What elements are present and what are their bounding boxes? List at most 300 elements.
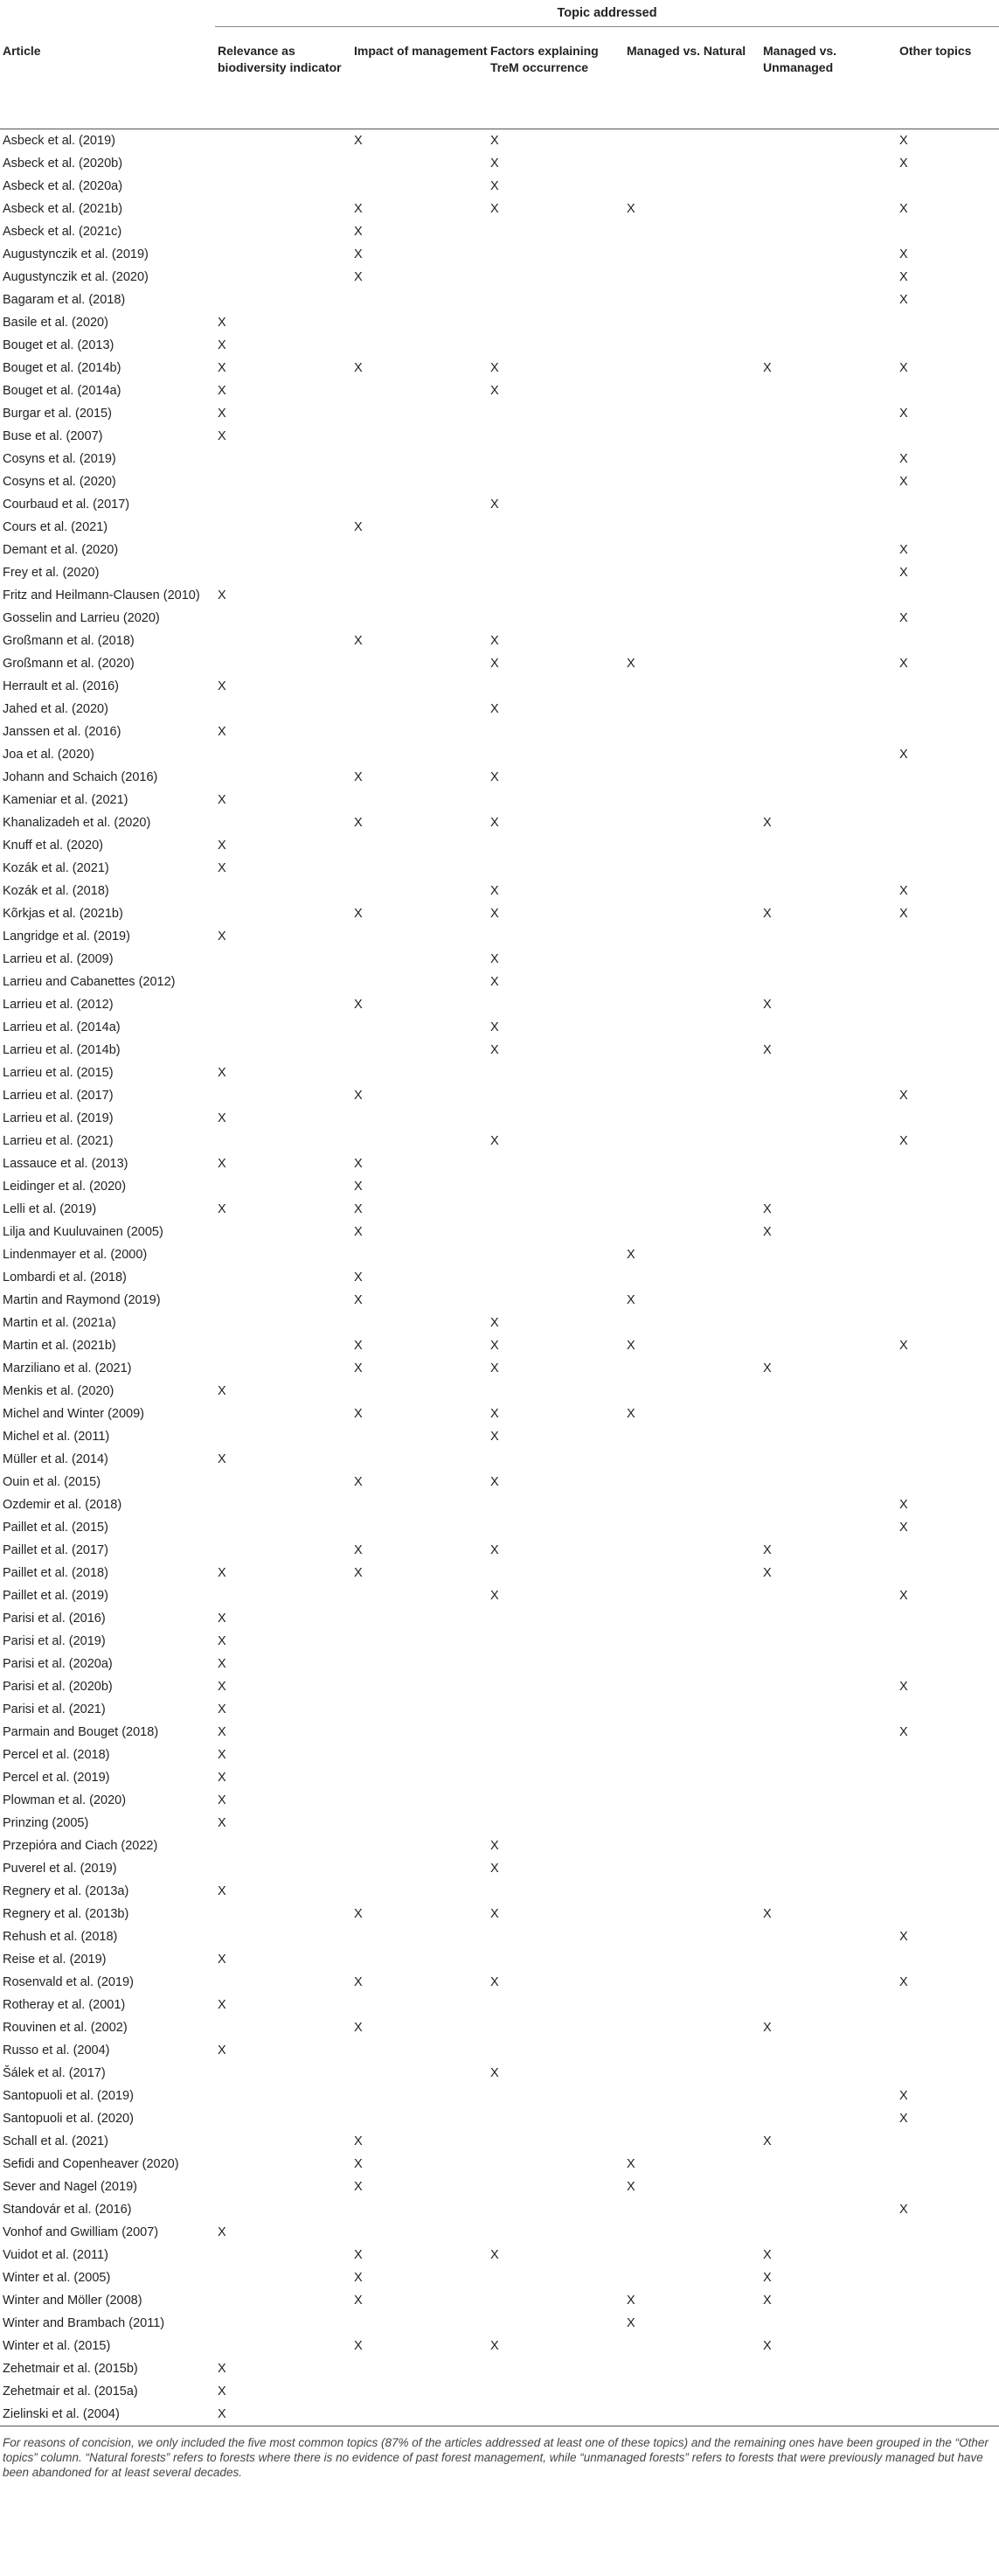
factors-trem-cell: [488, 334, 624, 357]
factors-trem-cell: [488, 1675, 624, 1698]
managed-vs-unmanaged-cell: [760, 1334, 897, 1357]
factors-trem-cell: [488, 789, 624, 811]
impact-of-management-cell: X: [354, 2134, 363, 2148]
impact-of-management-cell: [351, 1698, 488, 1721]
other-topics-cell: X: [899, 361, 908, 375]
impact-of-management-cell: [351, 880, 488, 902]
other-topics-cell: [897, 811, 999, 834]
managed-vs-natural-cell: [624, 721, 760, 743]
table-row: [0, 2266, 999, 2289]
impact-of-management-cell: X: [354, 2157, 363, 2171]
table-row: [0, 334, 999, 357]
biodiversity-indicator-cell: [215, 1084, 351, 1107]
managed-vs-natural-cell: X: [627, 2316, 635, 2330]
biodiversity-indicator-cell: [215, 152, 351, 175]
other-topics-cell: [897, 2289, 999, 2312]
biodiversity-indicator-cell: [215, 1266, 351, 1289]
factors-trem-cell: [488, 289, 624, 311]
table-row: [0, 925, 999, 948]
impact-of-management-cell: [351, 289, 488, 311]
biodiversity-indicator-cell: [215, 470, 351, 493]
table-row: [0, 243, 999, 266]
impact-of-management-cell: [351, 1994, 488, 2016]
factors-trem-cell: X: [490, 1975, 499, 1989]
factors-trem-cell: [488, 1062, 624, 1084]
biodiversity-indicator-cell: [215, 993, 351, 1016]
table-row: [0, 902, 999, 925]
impact-of-management-cell: [351, 2039, 488, 2062]
article-cell: Asbeck et al. (2020b): [3, 157, 123, 171]
managed-vs-natural-cell: [624, 2130, 760, 2153]
impact-of-management-cell: [351, 1653, 488, 1675]
managed-vs-natural-cell: [624, 2221, 760, 2244]
managed-vs-unmanaged-cell: [760, 1789, 897, 1812]
managed-vs-unmanaged-cell: [760, 2176, 897, 2198]
biodiversity-indicator-cell: X: [218, 2225, 226, 2239]
other-topics-cell: [897, 1539, 999, 1562]
factors-trem-cell: [488, 1448, 624, 1471]
impact-of-management-cell: X: [354, 816, 363, 830]
biodiversity-indicator-cell: X: [218, 588, 226, 602]
managed-vs-natural-cell: X: [627, 202, 635, 216]
table-row: [0, 1312, 999, 1334]
biodiversity-indicator-cell: [215, 902, 351, 925]
table-row: [0, 1539, 999, 1562]
table-row: [0, 1698, 999, 1721]
managed-vs-unmanaged-cell: [760, 1016, 897, 1039]
managed-vs-natural-cell: [624, 743, 760, 766]
biodiversity-indicator-cell: [215, 1516, 351, 1539]
impact-of-management-cell: [351, 1880, 488, 1903]
factors-trem-cell: X: [490, 2066, 499, 2080]
managed-vs-unmanaged-cell: [760, 1653, 897, 1675]
table-row: [0, 2176, 999, 2198]
biodiversity-indicator-cell: [215, 766, 351, 789]
other-topics-cell: [897, 971, 999, 993]
factors-trem-cell: [488, 721, 624, 743]
other-topics-cell: X: [899, 2089, 908, 2103]
impact-of-management-cell: [351, 1835, 488, 1857]
table-row: [0, 948, 999, 971]
biodiversity-indicator-cell: [215, 493, 351, 516]
factors-trem-cell: [488, 1221, 624, 1243]
managed-vs-natural-cell: [624, 880, 760, 902]
biodiversity-indicator-cell: [215, 220, 351, 243]
managed-vs-natural-cell: [624, 948, 760, 971]
article-cell: Zehetmair et al. (2015a): [3, 2385, 138, 2398]
managed-vs-natural-cell: [624, 834, 760, 857]
table-row: [0, 1880, 999, 1903]
other-topics-cell: [897, 2016, 999, 2039]
factors-trem-cell: [488, 1198, 624, 1221]
managed-vs-natural-cell: [624, 1380, 760, 1403]
biodiversity-indicator-cell: [215, 1971, 351, 1994]
other-topics-cell: [897, 1357, 999, 1380]
article-cell: Lelli et al. (2019): [3, 1202, 97, 1216]
managed-vs-natural-cell: [624, 1812, 760, 1835]
biodiversity-indicator-cell: X: [218, 2043, 226, 2057]
factors-trem-cell: [488, 1175, 624, 1198]
article-cell: Augustynczik et al. (2020): [3, 270, 149, 284]
managed-vs-unmanaged-cell: X: [763, 2339, 772, 2353]
biodiversity-indicator-cell: [215, 2107, 351, 2130]
column-header-biodiversity-indicator: Relevance as biodiversity indicator: [215, 27, 351, 129]
table-row: [0, 2357, 999, 2380]
other-topics-cell: [897, 2312, 999, 2335]
impact-of-management-cell: [351, 925, 488, 948]
table-row: [0, 2312, 999, 2335]
article-cell: Bouget et al. (2014b): [3, 361, 121, 375]
impact-of-management-cell: X: [354, 634, 363, 648]
managed-vs-natural-cell: [624, 1084, 760, 1107]
impact-of-management-cell: [351, 1312, 488, 1334]
managed-vs-unmanaged-cell: [760, 2062, 897, 2085]
biodiversity-indicator-cell: [215, 2016, 351, 2039]
article-cell: Larrieu et al. (2012): [3, 998, 114, 1012]
factors-trem-cell: [488, 2289, 624, 2312]
managed-vs-natural-cell: [624, 1675, 760, 1698]
impact-of-management-cell: X: [354, 2248, 363, 2262]
table-row: [0, 1562, 999, 1584]
managed-vs-natural-cell: [624, 2357, 760, 2380]
factors-trem-cell: [488, 2107, 624, 2130]
impact-of-management-cell: [351, 2062, 488, 2085]
other-topics-cell: [897, 1857, 999, 1880]
article-cell: Rosenvald et al. (2019): [3, 1975, 134, 1989]
table-row: [0, 289, 999, 311]
table-row: [0, 1084, 999, 1107]
factors-trem-cell: [488, 2266, 624, 2289]
impact-of-management-cell: [351, 1607, 488, 1630]
biodiversity-indicator-cell: X: [218, 338, 226, 352]
article-cell: Paillet et al. (2018): [3, 1566, 108, 1580]
biodiversity-indicator-cell: [215, 1539, 351, 1562]
article-cell: Larrieu et al. (2015): [3, 1066, 114, 1080]
biodiversity-indicator-cell: X: [218, 725, 226, 739]
other-topics-cell: [897, 2335, 999, 2357]
article-cell: Johann and Schaich (2016): [3, 770, 158, 784]
managed-vs-natural-cell: [624, 1880, 760, 1903]
managed-vs-unmanaged-cell: [760, 1721, 897, 1744]
factors-trem-cell: [488, 925, 624, 948]
other-topics-cell: [897, 1766, 999, 1789]
biodiversity-indicator-cell: X: [218, 1771, 226, 1785]
managed-vs-unmanaged-cell: X: [763, 998, 772, 1012]
managed-vs-unmanaged-cell: [760, 1675, 897, 1698]
impact-of-management-cell: X: [354, 998, 363, 1012]
other-topics-cell: [897, 493, 999, 516]
impact-of-management-cell: [351, 1380, 488, 1403]
other-topics-cell: [897, 334, 999, 357]
biodiversity-indicator-cell: X: [218, 793, 226, 807]
factors-trem-cell: X: [490, 907, 499, 921]
table-row: [0, 311, 999, 334]
managed-vs-natural-cell: [624, 1630, 760, 1653]
other-topics-cell: [897, 1698, 999, 1721]
managed-vs-unmanaged-cell: X: [763, 1543, 772, 1557]
impact-of-management-cell: [351, 2198, 488, 2221]
article-cell: Russo et al. (2004): [3, 2043, 110, 2057]
biodiversity-indicator-cell: [215, 1857, 351, 1880]
other-topics-cell: [897, 2244, 999, 2266]
managed-vs-unmanaged-cell: [760, 925, 897, 948]
impact-of-management-cell: [351, 1948, 488, 1971]
impact-of-management-cell: [351, 1107, 488, 1130]
article-cell: Gosselin and Larrieu (2020): [3, 611, 160, 625]
other-topics-cell: X: [899, 2203, 908, 2217]
factors-trem-cell: [488, 857, 624, 880]
managed-vs-unmanaged-cell: [760, 561, 897, 584]
table-row: [0, 220, 999, 243]
managed-vs-natural-cell: [624, 1562, 760, 1584]
managed-vs-natural-cell: [624, 2039, 760, 2062]
impact-of-management-cell: X: [354, 361, 363, 375]
impact-of-management-cell: [351, 948, 488, 971]
table-row: [0, 357, 999, 379]
biodiversity-indicator-cell: [215, 1039, 351, 1062]
impact-of-management-cell: [351, 607, 488, 630]
biodiversity-indicator-cell: X: [218, 679, 226, 693]
table-row: [0, 2221, 999, 2244]
other-topics-cell: X: [899, 157, 908, 171]
impact-of-management-cell: [351, 1016, 488, 1039]
managed-vs-unmanaged-cell: X: [763, 2294, 772, 2308]
impact-of-management-cell: [351, 1744, 488, 1766]
managed-vs-natural-cell: [624, 2198, 760, 2221]
biodiversity-indicator-cell: X: [218, 1953, 226, 1967]
impact-of-management-cell: X: [354, 907, 363, 921]
impact-of-management-cell: X: [354, 2180, 363, 2194]
other-topics-cell: [897, 1471, 999, 1493]
managed-vs-unmanaged-cell: [760, 2107, 897, 2130]
managed-vs-natural-cell: [624, 2266, 760, 2289]
managed-vs-unmanaged-cell: [760, 243, 897, 266]
impact-of-management-cell: X: [354, 1180, 363, 1194]
biodiversity-indicator-cell: [215, 1584, 351, 1607]
other-topics-cell: X: [899, 566, 908, 580]
other-topics-cell: [897, 766, 999, 789]
managed-vs-natural-cell: [624, 1016, 760, 1039]
managed-vs-unmanaged-cell: [760, 2357, 897, 2380]
biodiversity-indicator-cell: [215, 1130, 351, 1152]
impact-of-management-cell: [351, 1130, 488, 1152]
other-topics-cell: [897, 1948, 999, 1971]
column-header-article: Article: [0, 27, 215, 129]
table-row: [0, 448, 999, 470]
biodiversity-indicator-cell: [215, 2335, 351, 2357]
managed-vs-unmanaged-cell: [760, 1471, 897, 1493]
other-topics-cell: [897, 675, 999, 698]
managed-vs-natural-cell: [624, 1039, 760, 1062]
impact-of-management-cell: X: [354, 1271, 363, 1285]
managed-vs-unmanaged-cell: [760, 1289, 897, 1312]
managed-vs-unmanaged-cell: [760, 857, 897, 880]
biodiversity-indicator-cell: [215, 971, 351, 993]
impact-of-management-cell: [351, 675, 488, 698]
impact-of-management-cell: [351, 1925, 488, 1948]
managed-vs-natural-cell: [624, 1607, 760, 1630]
article-cell: Parisi et al. (2020b): [3, 1680, 113, 1694]
factors-trem-cell: [488, 2312, 624, 2335]
impact-of-management-cell: [351, 2380, 488, 2403]
factors-trem-cell: X: [490, 157, 499, 171]
table-row: [0, 493, 999, 516]
factors-trem-cell: [488, 1607, 624, 1630]
biodiversity-indicator-cell: [215, 2266, 351, 2289]
table-row: [0, 1152, 999, 1175]
table-row: [0, 1948, 999, 1971]
managed-vs-natural-cell: [624, 1744, 760, 1766]
biodiversity-indicator-cell: X: [218, 1384, 226, 1398]
impact-of-management-cell: [351, 470, 488, 493]
column-header-factors-trem: Factors explaining TreM occurrence: [488, 27, 624, 129]
table-body: [0, 129, 999, 2426]
other-topics-cell: [897, 1903, 999, 1925]
managed-vs-unmanaged-cell: [760, 1835, 897, 1857]
other-topics-cell: [897, 1380, 999, 1403]
article-cell: Paillet et al. (2019): [3, 1589, 108, 1603]
table-row: [0, 743, 999, 766]
impact-of-management-cell: X: [354, 2271, 363, 2285]
biodiversity-indicator-cell: [215, 1016, 351, 1039]
factors-trem-cell: [488, 1380, 624, 1403]
managed-vs-unmanaged-cell: [760, 880, 897, 902]
table-row: [0, 630, 999, 652]
managed-vs-natural-cell: [624, 266, 760, 289]
factors-trem-cell: [488, 1948, 624, 1971]
managed-vs-unmanaged-cell: [760, 584, 897, 607]
other-topics-cell: [897, 1630, 999, 1653]
managed-vs-unmanaged-cell: [760, 2221, 897, 2244]
managed-vs-natural-cell: [624, 925, 760, 948]
impact-of-management-cell: [351, 425, 488, 448]
biodiversity-indicator-cell: [215, 1334, 351, 1357]
impact-of-management-cell: X: [354, 1543, 363, 1557]
impact-of-management-cell: X: [354, 2339, 363, 2353]
group-header-row: [0, 0, 999, 27]
managed-vs-unmanaged-cell: [760, 1175, 897, 1198]
managed-vs-unmanaged-cell: [760, 448, 897, 470]
other-topics-cell: [897, 1994, 999, 2016]
table-row: [0, 1835, 999, 1857]
table-row: [0, 1062, 999, 1084]
biodiversity-indicator-cell: [215, 1312, 351, 1334]
managed-vs-unmanaged-cell: [760, 1516, 897, 1539]
managed-vs-unmanaged-cell: [760, 1130, 897, 1152]
managed-vs-natural-cell: [624, 2062, 760, 2085]
factors-trem-cell: X: [490, 702, 499, 716]
other-topics-cell: X: [899, 407, 908, 421]
article-cell: Rotheray et al. (2001): [3, 1998, 126, 2012]
impact-of-management-cell: X: [354, 520, 363, 534]
article-cell: Ouin et al. (2015): [3, 1475, 101, 1489]
factors-trem-cell: [488, 266, 624, 289]
article-cell: Zehetmair et al. (2015b): [3, 2362, 138, 2376]
biodiversity-indicator-cell: [215, 243, 351, 266]
article-cell: Lassauce et al. (2013): [3, 1157, 128, 1171]
managed-vs-unmanaged-cell: [760, 425, 897, 448]
table-row: [0, 2016, 999, 2039]
managed-vs-natural-cell: [624, 1584, 760, 1607]
managed-vs-unmanaged-cell: [760, 1403, 897, 1425]
article-cell: Larrieu et al. (2021): [3, 1134, 114, 1148]
managed-vs-natural-cell: [624, 1062, 760, 1084]
other-topics-cell: [897, 2403, 999, 2426]
article-cell: Cosyns et al. (2020): [3, 475, 116, 489]
article-cell: Larrieu and Cabanettes (2012): [3, 975, 176, 989]
impact-of-management-cell: [351, 1425, 488, 1448]
table-row: [0, 198, 999, 220]
other-topics-cell: [897, 1266, 999, 1289]
managed-vs-natural-cell: [624, 289, 760, 311]
managed-vs-unmanaged-cell: [760, 789, 897, 811]
table-row: [0, 1584, 999, 1607]
other-topics-cell: X: [899, 1498, 908, 1512]
other-topics-cell: [897, 2357, 999, 2380]
table-row: [0, 2244, 999, 2266]
managed-vs-unmanaged-cell: [760, 1062, 897, 1084]
factors-trem-cell: [488, 1493, 624, 1516]
article-cell: Asbeck et al. (2021b): [3, 202, 123, 216]
factors-trem-cell: [488, 1152, 624, 1175]
biodiversity-indicator-cell: [215, 652, 351, 675]
managed-vs-natural-cell: [624, 1698, 760, 1721]
other-topics-cell: [897, 1835, 999, 1857]
impact-of-management-cell: X: [354, 225, 363, 239]
other-topics-cell: [897, 311, 999, 334]
managed-vs-natural-cell: [624, 2016, 760, 2039]
table-row: [0, 516, 999, 539]
managed-vs-natural-cell: [624, 2107, 760, 2130]
article-cell: Basile et al. (2020): [3, 316, 108, 330]
managed-vs-unmanaged-cell: X: [763, 1566, 772, 1580]
impact-of-management-cell: X: [354, 270, 363, 284]
other-topics-cell: X: [899, 657, 908, 671]
managed-vs-unmanaged-cell: [760, 1948, 897, 1971]
article-cell: Lombardi et al. (2018): [3, 1271, 127, 1285]
article-cell: Parisi et al. (2016): [3, 1612, 106, 1626]
factors-trem-cell: X: [490, 1430, 499, 1444]
other-topics-cell: [897, 948, 999, 971]
biodiversity-indicator-cell: [215, 448, 351, 470]
other-topics-cell: X: [899, 2112, 908, 2126]
article-cell: Cours et al. (2021): [3, 520, 108, 534]
managed-vs-natural-cell: [624, 1152, 760, 1175]
managed-vs-natural-cell: [624, 357, 760, 379]
table-row: [0, 1516, 999, 1539]
biodiversity-indicator-cell: X: [218, 1157, 226, 1171]
article-cell: Parmain and Bouget (2018): [3, 1725, 159, 1739]
managed-vs-unmanaged-cell: [760, 516, 897, 539]
table-row: [0, 1243, 999, 1266]
factors-trem-cell: X: [490, 1907, 499, 1921]
impact-of-management-cell: [351, 379, 488, 402]
factors-trem-cell: [488, 1994, 624, 2016]
other-topics-cell: [897, 1243, 999, 1266]
managed-vs-unmanaged-cell: [760, 129, 897, 153]
impact-of-management-cell: X: [354, 1907, 363, 1921]
biodiversity-indicator-cell: X: [218, 1793, 226, 1807]
managed-vs-unmanaged-cell: [760, 698, 897, 721]
other-topics-cell: [897, 379, 999, 402]
article-cell: Šálek et al. (2017): [3, 2066, 106, 2080]
managed-vs-unmanaged-cell: [760, 2198, 897, 2221]
factors-trem-cell: [488, 1698, 624, 1721]
managed-vs-unmanaged-cell: [760, 1152, 897, 1175]
managed-vs-unmanaged-cell: [760, 743, 897, 766]
table-row: [0, 1994, 999, 2016]
factors-trem-cell: X: [490, 770, 499, 784]
